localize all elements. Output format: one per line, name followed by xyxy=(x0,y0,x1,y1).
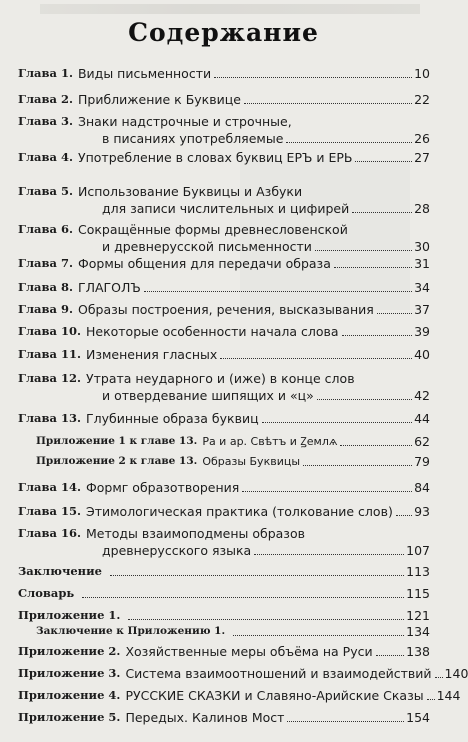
entry-label: Приложение 2 к главе 13. xyxy=(36,455,198,467)
entry-title: Система взаимоотношений и взаимодействий xyxy=(125,666,432,681)
page-number: 28 xyxy=(414,201,430,216)
toc-entry xyxy=(18,149,430,166)
dot-leader xyxy=(144,291,412,292)
toc-entry xyxy=(18,585,430,602)
entry-label: Глава 10. xyxy=(18,324,81,338)
toc-entry xyxy=(18,113,430,147)
dot-leader xyxy=(427,699,435,700)
page-number: 22 xyxy=(414,92,430,107)
dot-leader xyxy=(355,161,412,162)
page-number: 26 xyxy=(414,131,430,146)
toc-entry xyxy=(18,279,430,296)
entry-label: Глава 9. xyxy=(18,302,73,316)
entry-title: РУССКИЕ СКАЗКИ и Славяно-Арийские Сказы xyxy=(125,688,424,703)
page-number: 40 xyxy=(414,347,430,362)
page-number: 31 xyxy=(414,256,430,271)
page-number: 154 xyxy=(406,710,430,725)
toc-entry xyxy=(36,453,430,470)
toc-entry xyxy=(18,410,430,427)
entry-label: Глава 16. xyxy=(18,526,81,540)
dot-leader xyxy=(262,422,413,423)
toc-entry xyxy=(18,709,430,726)
entry-title-continued: для записи числительных и цифирей xyxy=(102,201,350,216)
entry-title: Ра и ар. Свѣтъ и Ꙁемлѧ xyxy=(202,435,338,448)
dot-leader xyxy=(435,677,443,678)
page-number: 93 xyxy=(414,504,430,519)
entry-label: Глава 2. xyxy=(18,92,73,106)
page-number: 134 xyxy=(406,624,430,639)
page-number: 30 xyxy=(414,239,430,254)
dot-leader xyxy=(317,399,412,400)
toc-entry xyxy=(18,183,430,217)
page-number: 115 xyxy=(406,586,430,601)
dot-leader xyxy=(242,491,412,492)
page-title: Содержание xyxy=(128,18,319,47)
entry-title: Передых. Калинов Мост xyxy=(125,710,285,725)
toc-entry xyxy=(18,563,430,580)
entry-label: Заключение xyxy=(18,564,102,578)
page-number: 84 xyxy=(414,480,430,495)
page-number: 79 xyxy=(414,454,430,469)
entry-title: Методы взаимоподмены образов xyxy=(85,526,305,541)
page-number: 138 xyxy=(406,644,430,659)
entry-title-continued: в писаниях употребляемые xyxy=(102,131,284,146)
entry-title: Утрата неударного и (иже) в конце слов xyxy=(85,371,355,386)
dot-leader xyxy=(214,77,412,78)
entry-title: Образы построения, речения, высказывания xyxy=(77,302,374,317)
dot-leader xyxy=(128,619,404,620)
toc-entry xyxy=(18,479,430,496)
entry-label: Приложение 3. xyxy=(18,666,121,680)
entry-label: Заключение к Приложению 1. xyxy=(36,625,226,637)
page-number: 44 xyxy=(414,411,430,426)
dot-leader xyxy=(287,721,404,722)
entry-label: Глава 5. xyxy=(18,184,73,198)
entry-title: Глубинные образа буквиц xyxy=(85,411,259,426)
entry-title-continued: и отвердевание шипящих и «ц» xyxy=(102,388,314,403)
page-number: 10 xyxy=(414,66,430,81)
dot-leader xyxy=(303,465,412,466)
toc-entry xyxy=(18,607,430,624)
dot-leader xyxy=(377,313,412,314)
entry-label: Глава 6. xyxy=(18,222,73,236)
dot-leader xyxy=(315,250,412,251)
entry-title: Сокращённые формы древнесловенской xyxy=(77,222,348,237)
dot-leader xyxy=(334,267,412,268)
dot-leader xyxy=(254,554,404,555)
entry-label: Глава 1. xyxy=(18,66,73,80)
entry-label: Приложение 1. xyxy=(18,608,121,622)
page-number: 144 xyxy=(436,688,461,703)
entry-label: Глава 15. xyxy=(18,504,81,518)
page-number: 27 xyxy=(414,150,430,165)
page-number: 140 xyxy=(444,666,468,681)
entry-title: Формы общения для передачи образа xyxy=(77,256,331,271)
entry-title: Образы Буквицы xyxy=(202,455,301,468)
entry-label: Приложение 4. xyxy=(18,688,121,702)
page-number: 39 xyxy=(414,324,430,339)
entry-title: Знаки надстрочные и строчные, xyxy=(77,114,292,129)
dot-leader xyxy=(352,212,412,213)
entry-title: Использование Буквицы и Азбуки xyxy=(77,184,303,199)
toc-entry xyxy=(36,433,430,450)
entry-title: Этимологическая практика (толкование слов) xyxy=(85,504,393,519)
page-number: 42 xyxy=(414,388,430,403)
page-number: 62 xyxy=(414,434,430,449)
entry-label: Глава 11. xyxy=(18,347,81,361)
entry-title: Формг образотворения xyxy=(85,480,240,495)
page-number: 113 xyxy=(406,564,430,579)
dot-leader xyxy=(342,335,413,336)
toc-entry xyxy=(18,221,430,255)
toc-entry xyxy=(18,643,430,660)
toc-entry xyxy=(18,503,430,520)
entry-title: Употребление в словах буквиц ЕРЪ и ЕРЬ xyxy=(77,150,353,165)
page-number: 34 xyxy=(414,280,430,295)
toc-entry xyxy=(18,91,430,108)
entry-title: Изменения гласных xyxy=(85,347,218,362)
toc-entry xyxy=(18,346,430,363)
dot-leader xyxy=(220,358,412,359)
entry-label: Глава 3. xyxy=(18,114,73,128)
entry-label: Словарь xyxy=(18,586,75,600)
entry-title: Некоторые особенности начала слова xyxy=(85,324,339,339)
toc-entry xyxy=(36,623,430,640)
toc-entry xyxy=(18,65,430,82)
entry-title-continued: древнерусского языка xyxy=(102,543,252,558)
toc-entry xyxy=(18,525,430,559)
entry-title: ГЛАГОЛЪ xyxy=(77,280,141,295)
entry-label: Приложение 5. xyxy=(18,710,121,724)
entry-label: Глава 13. xyxy=(18,411,81,425)
entry-label: Приложение 1 к главе 13. xyxy=(36,435,198,447)
toc-entry xyxy=(18,301,430,318)
entry-label: Глава 14. xyxy=(18,480,81,494)
entry-label: Приложение 2. xyxy=(18,644,121,658)
dot-leader xyxy=(396,515,412,516)
entry-label: Глава 4. xyxy=(18,150,73,164)
dot-leader xyxy=(286,142,412,143)
toc-entry xyxy=(18,687,461,704)
dot-leader xyxy=(110,575,404,576)
entry-label: Глава 12. xyxy=(18,371,81,385)
entry-title: Хозяйственные меры объёма на Руси xyxy=(125,644,373,659)
entry-title: Приближение к Буквице xyxy=(77,92,241,107)
entry-title: Виды письменности xyxy=(77,66,212,81)
page-number: 107 xyxy=(406,543,430,558)
entry-title-continued: и древнерусской письменности xyxy=(102,239,312,254)
page-number: 37 xyxy=(414,302,430,317)
dot-leader xyxy=(376,655,405,656)
dot-leader xyxy=(340,445,412,446)
toc-entry xyxy=(18,665,468,682)
page-number: 121 xyxy=(406,608,430,623)
toc-entry xyxy=(18,255,430,272)
toc-entry xyxy=(18,370,430,404)
entry-label: Глава 8. xyxy=(18,280,73,294)
dot-leader xyxy=(82,597,404,598)
dot-leader xyxy=(244,103,412,104)
dot-leader xyxy=(233,635,404,636)
entry-label: Глава 7. xyxy=(18,256,73,270)
toc-entry xyxy=(18,323,430,340)
